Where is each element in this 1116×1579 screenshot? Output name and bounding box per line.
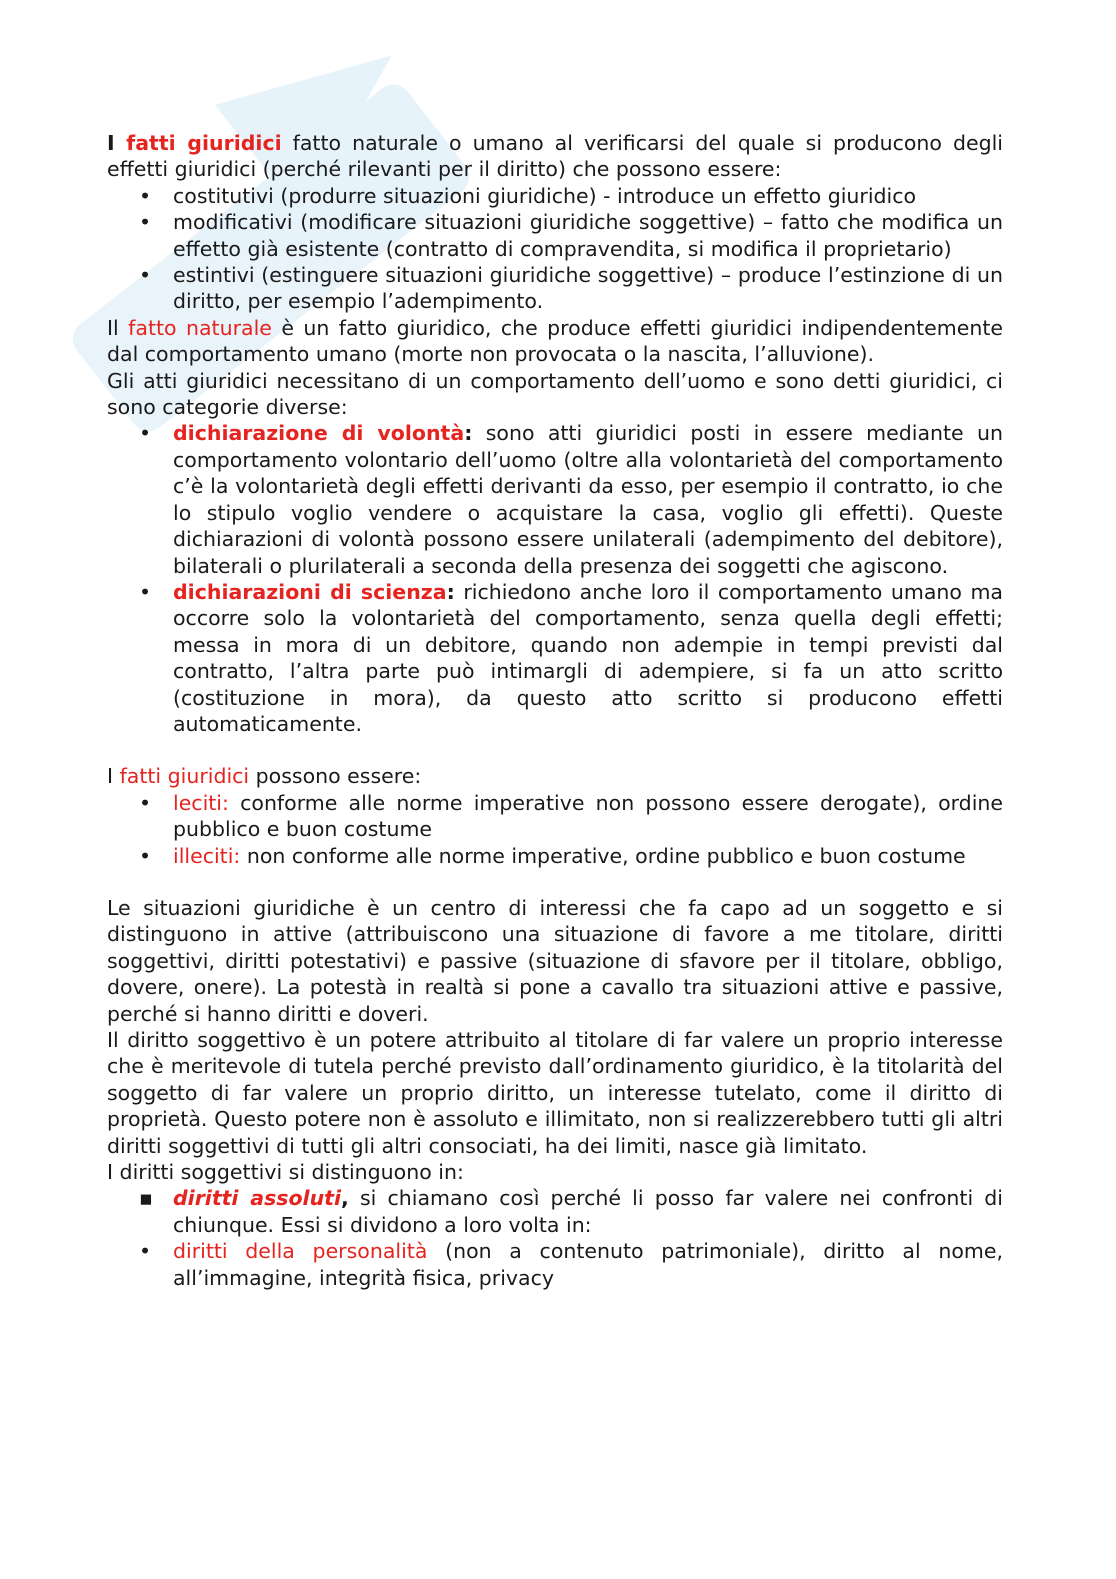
term-illeciti: illeciti: [173, 843, 241, 868]
list-item-text: non conforme alle norme imperative, ordine pubblico e buon costume [240, 843, 966, 868]
paragraph-fatti-giuridici [107, 130, 1003, 183]
list-item-text: estintivi (estinguere situazioni giuridiche soggettive) – produce l’estinzione di un diritto, per esempio l’adempimento. [173, 263, 1003, 314]
bullet-icon: • [139, 210, 152, 235]
list-item [107, 790, 1003, 843]
list-item-text: si chiamano così perché li posso far valere nei confronti di chiunque. Essi si dividono a loro volta in: [173, 1186, 1003, 1237]
paragraph-fatto-naturale [107, 315, 1003, 368]
term-leciti: leciti: [173, 790, 229, 815]
list-item [107, 579, 1003, 737]
term-separator: : [446, 579, 455, 604]
term-fatti-giuridici: fatti giuridici [126, 131, 282, 155]
list-types-of-facts [107, 183, 1003, 315]
paragraph-situazioni-giuridiche: Le situazioni giuridiche è un centro di interessi che fa capo ad un soggetto e si distinguono in attive (attribuiscono una situazione di favore a me titolare, diritti soggettivi, diritti potestativi) e passive (situazione di sfavore per il titolare, obbligo, dovere, onere). La potestà in realtà si pone a cavallo tra situazioni attive e passive, perché si hanno diritti e doveri. [107, 895, 1003, 1026]
paragraph-lead: Il [107, 315, 129, 340]
list-item [107, 1238, 1003, 1291]
spacer [107, 737, 1003, 763]
list-leciti-illeciti [107, 790, 1003, 869]
bullet-icon: • [139, 421, 152, 446]
paragraph-lead: I [107, 131, 127, 155]
list-item [107, 843, 1003, 869]
list-item [107, 183, 1003, 209]
bullet-icon: • [139, 790, 152, 815]
list-diritti [107, 1185, 1003, 1291]
bullet-icon: • [139, 183, 152, 208]
list-item [107, 420, 1003, 578]
paragraph-text: possono essere: [249, 764, 422, 789]
list-item-text: modificativi (modificare situazioni giuridiche soggettive) – fatto che modifica un effetto già esistente (contratto di compravendita, si modifica il proprietario) [173, 210, 1003, 261]
list-item-text: conforme alle norme imperative non possono essere derogate), ordine pubblico e buon costume [173, 790, 1003, 842]
term-dichiarazioni-scienza: dichiarazioni di scienza [173, 579, 447, 604]
paragraph-atti-giuridici: Gli atti giuridici necessitano di un comportamento dell’uomo e sono detti giuridici, ci sono categorie diverse: [107, 368, 1003, 420]
list-declarations [107, 420, 1003, 737]
term-separator: : [464, 421, 473, 446]
list-item-text: sono atti giuridici posti in essere mediante un comportamento volontario dell’uomo (oltre alla volontarietà del comportamento c’è la volontarietà degli effetti derivanti da esso, per esempio il contratto, io che lo stipulo voglio vendere o acquistare la casa, voglio gli effetti). Queste dichiarazioni di volontà possono essere unilaterali (adempimento del debitore), bilaterali o plurilaterali a seconda della presenza dei soggetti che agiscono. [173, 421, 1003, 578]
document-body [107, 130, 1003, 1291]
term-dichiarazione-volonta: dichiarazione di volontà [173, 421, 465, 446]
term-fatto-naturale: fatto naturale [128, 315, 272, 340]
list-item-text: (non a contenuto patrimoniale), diritto al nome, all’immagine, integrità fisica, privacy [173, 1239, 1003, 1290]
paragraph-diritti-soggettivi: I diritti soggettivi si distinguono in: [107, 1160, 464, 1185]
square-bullet-icon: ▪ [139, 1186, 153, 1211]
list-item [107, 262, 1003, 315]
list-item-text: costitutivi (produrre situazioni giuridiche) - introduce un effetto giuridico [173, 183, 917, 208]
paragraph-diritto-soggettivo: Il diritto soggettivo è un potere attribuito al titolare di far valere un proprio interesse che è meritevole di tutela perché previsto dall’ordinamento giuridico, è la titolarità del soggetto di far valere un proprio diritto, un interesse tutelato, come il diritto di proprietà. Questo potere non è assoluto e illimitato, non si realizzerebbero tutti gli altri diritti soggettivi di tutti gli altri consociati, ha dei limiti, nasce già limitato. [107, 1028, 1003, 1158]
paragraph-text: è un fatto giuridico, che produce effetti giuridici indipendentemente dal comportamento umano (morte non provocata o la nascita, l’alluvione). [107, 315, 1003, 367]
term-diritti-personalita: diritti della personalità [173, 1239, 428, 1264]
list-item [107, 1185, 1003, 1238]
bullet-icon: • [139, 579, 152, 604]
spacer [107, 869, 1003, 895]
paragraph-fatti-giuridici-2 [107, 763, 1003, 789]
paragraph-text: fatto naturale o umano al verificarsi del quale si producono degli effetti giuridici (perché rilevanti per il diritto) che possono essere: [107, 131, 1003, 182]
term-diritti-assoluti: diritti assoluti [173, 1186, 342, 1211]
list-item [107, 209, 1003, 262]
list-item-text: richiedono anche loro il comportamento umano ma occorre solo la volontarietà del comportamento, senza quella degli effetti; messa in mora di un debitore, quando non adempie in tempi previsti dal contratto, l’altra parte può intimargli di adempiere, si fa un atto scritto (costituzione in mora), da questo atto scritto si producono effetti automaticamente. [173, 579, 1003, 736]
paragraph-lead: I [107, 764, 120, 789]
bullet-icon: • [139, 843, 152, 868]
term-fatti-giuridici: fatti giuridici [119, 764, 250, 789]
term-separator: , [341, 1186, 349, 1211]
bullet-icon: • [139, 263, 152, 288]
bullet-icon: • [139, 1239, 152, 1264]
